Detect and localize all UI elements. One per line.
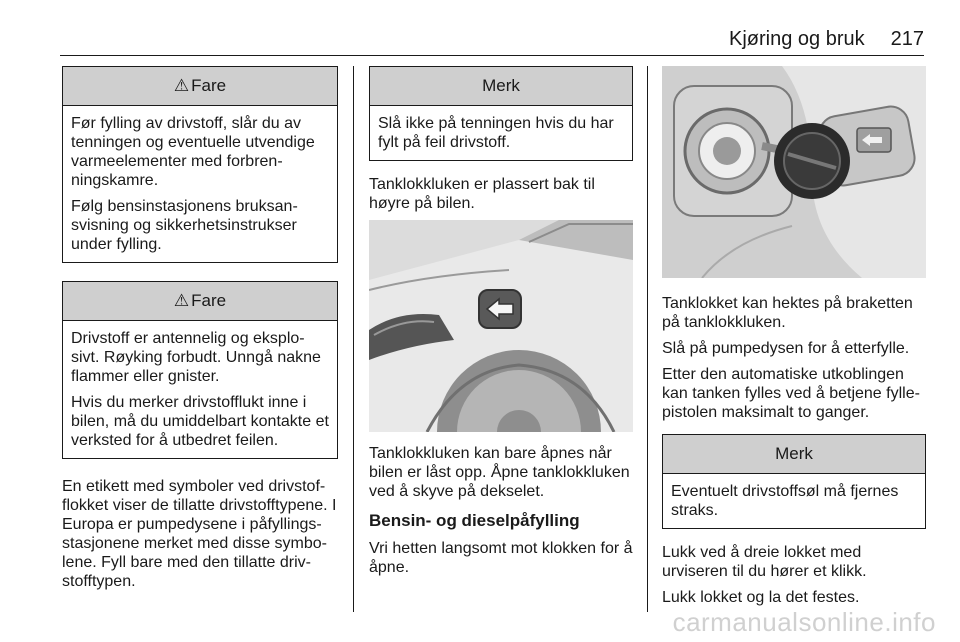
body-paragraph: Lukk ved å dreie lokket med urviseren til du hører et klikk.: [662, 544, 867, 580]
danger-box-header: [63, 67, 337, 106]
note-heading: Merk: [775, 444, 813, 463]
note-box-header: [663, 435, 925, 474]
column-divider-1: [353, 66, 354, 612]
column-3: [662, 66, 926, 614]
danger-text: Drivstoff er antennelig og eksplo-sivt. Røyking forbudt. Unngå nakne flammer eller gnister.: [71, 330, 321, 385]
page-number: 217: [890, 28, 924, 50]
note-box-body: [370, 106, 632, 160]
danger-heading: Fare: [191, 291, 227, 310]
fuel-cap-hooked-illustration: [662, 66, 926, 278]
note-box-header: [370, 67, 632, 106]
note-text: Eventuelt drivstoffsøl må fjernes straks.: [671, 483, 899, 519]
danger-text: Følg bensinstasjonens bruksan-svisning og sikkerhetsinstrukser under fylling.: [71, 198, 298, 253]
column-2: [369, 66, 633, 584]
danger-box-flammable: [62, 281, 338, 459]
danger-text: Hvis du merker drivstofflukt inne i bilen, må du umiddelbart kontakte et verksted for å utbedret feilen.: [71, 394, 329, 449]
note-heading: Merk: [482, 76, 520, 95]
note-box-body: [663, 474, 925, 528]
danger-box-fueling: [62, 66, 338, 263]
body-paragraph: En etikett med symboler ved drivstof-flokket viser de tillatte drivstofftypene. I Europa er pumpedysene i påfyllings-stasjonene merket med disse symbo-lene. Fyll bare med den tillatte driv-stofftypen.: [62, 478, 337, 590]
note-box-wrong-fuel: [369, 66, 633, 161]
page-header: [60, 28, 924, 54]
column-1: [62, 66, 338, 598]
section-heading: Bensin- og dieselpåfylling: [369, 511, 580, 530]
watermark: carmanualsonline.info: [672, 607, 936, 637]
danger-box-header: [63, 282, 337, 321]
warning-triangle-icon: ⚠: [173, 291, 190, 310]
header-divider: [60, 55, 924, 56]
warning-triangle-icon: ⚠: [173, 76, 190, 95]
danger-heading: Fare: [191, 76, 227, 95]
body-paragraph: Etter den automatiske utkoblingen kan tanken fylles ved å betjene fylle-pistolen maksimalt to ganger.: [662, 366, 920, 421]
body-paragraph: Lukk lokket og la det festes.: [662, 589, 860, 606]
body-paragraph: Vri hetten langsomt mot klokken for å åpne.: [369, 540, 633, 576]
danger-box-body: [63, 106, 337, 262]
section-title: Kjøring og bruk: [729, 28, 865, 50]
body-paragraph: Tanklokket kan hektes på braketten på tanklokkluken.: [662, 295, 913, 331]
danger-text: Før fylling av drivstoff, slår du av tenningen og eventuelle utvendige varmeelementer med forbren-ningskamre.: [71, 115, 315, 189]
body-paragraph: Tanklokkluken er plassert bak til høyre på bilen.: [369, 176, 595, 212]
note-box-spill: [662, 434, 926, 529]
column-divider-2: [647, 66, 648, 612]
danger-box-body: [63, 321, 337, 458]
body-paragraph: Slå på pumpedysen for å etterfylle.: [662, 340, 910, 357]
body-paragraph: Tanklokkluken kan bare åpnes når bilen er låst opp. Åpne tanklokkluken ved å skyve på dekselet.: [369, 445, 630, 500]
note-text: Slå ikke på tenningen hvis du har fylt på feil drivstoff.: [378, 115, 614, 151]
car-rear-fuel-flap-illustration: [369, 220, 633, 432]
